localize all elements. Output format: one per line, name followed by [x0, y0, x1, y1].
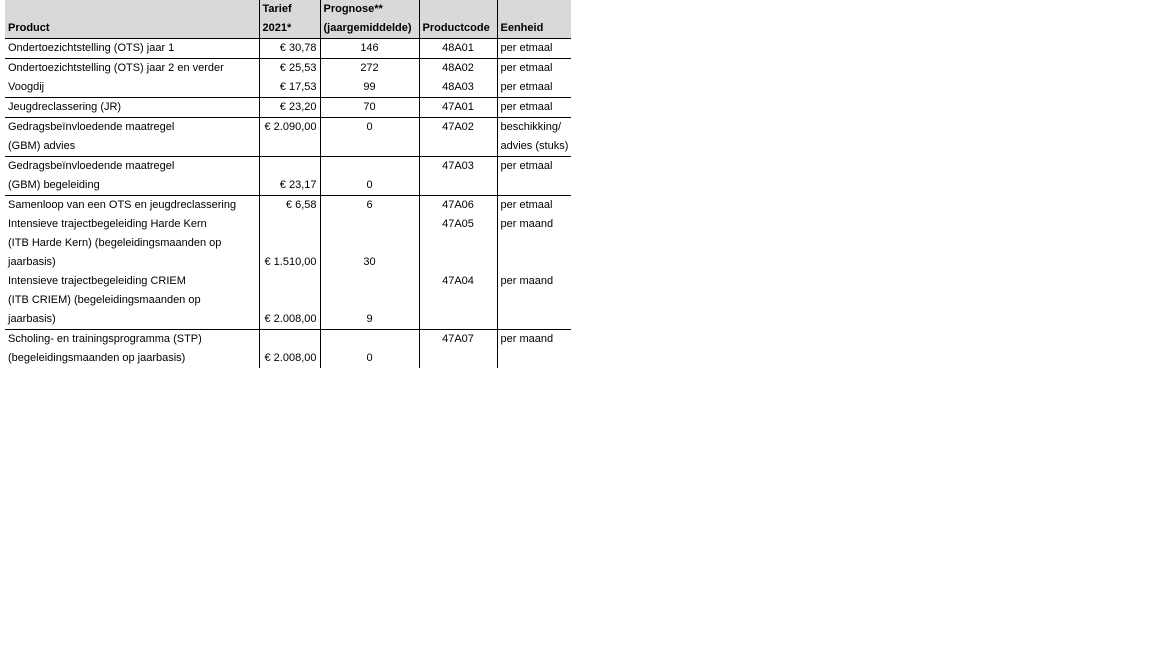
- cell-tarief: € 30,78: [259, 39, 320, 59]
- header-prognose-line1: Prognose**: [320, 0, 419, 19]
- header-row-1: [5, 0, 571, 19]
- cell-productcode: [419, 234, 497, 253]
- cell-tarief: [259, 234, 320, 253]
- cell-prognose: 70: [320, 98, 419, 118]
- cell-prognose: 9: [320, 310, 419, 330]
- cell-product: Gedragsbeïnvloedende maatregel: [5, 157, 259, 177]
- cell-prognose: 0: [320, 118, 419, 138]
- table-row: [5, 234, 571, 253]
- cell-product: Voogdij: [8, 81, 45, 93]
- table-row: [5, 118, 571, 138]
- cell-eenheid: [497, 176, 571, 196]
- cell-productcode: 48A02: [419, 59, 497, 79]
- cell-product: (begeleidingsmaanden op jaarbasis): [8, 352, 186, 364]
- table-row: [5, 349, 571, 368]
- cell-tarief: € 23,17: [259, 176, 320, 196]
- cell-product: (ITB Harde Kern) (begeleidingsmaanden op: [8, 237, 222, 249]
- cell-eenheid: per etmaal: [497, 78, 571, 98]
- table-row: [5, 215, 571, 234]
- cell-prognose: [320, 215, 419, 234]
- table-row: [5, 196, 571, 216]
- cell-product: Scholing- en trainingsprogramma (STP): [5, 330, 259, 350]
- header-tarief-line2: 2021*: [259, 19, 320, 39]
- cell-prognose: [320, 330, 419, 350]
- cell-eenheid: per etmaal: [497, 98, 571, 118]
- cell-tarief: [259, 157, 320, 177]
- header-eenheid: Eenheid: [497, 19, 571, 39]
- cell-eenheid: per maand: [497, 215, 571, 234]
- cell-eenheid: per etmaal: [497, 39, 571, 59]
- cell-product: Jeugdreclassering (JR): [5, 98, 259, 118]
- cell-prognose: [320, 291, 419, 310]
- header-product: Product: [5, 19, 259, 39]
- cell-product: Intensieve trajectbegeleiding CRIEM: [8, 275, 186, 287]
- cell-eenheid: [497, 234, 571, 253]
- cell-productcode: [419, 137, 497, 157]
- cell-eenheid: per etmaal: [497, 157, 571, 177]
- cell-product: Ondertoezichtstelling (OTS) jaar 1: [5, 39, 259, 59]
- cell-product: Ondertoezichtstelling (OTS) jaar 2 en verder: [5, 59, 259, 79]
- tarief-table: [5, 0, 571, 368]
- cell-productcode: 47A04: [419, 272, 497, 291]
- cell-tarief: € 2.008,00: [259, 310, 320, 330]
- cell-tarief: [259, 137, 320, 157]
- cell-prognose: [320, 137, 419, 157]
- cell-eenheid: [497, 310, 571, 330]
- cell-prognose: 272: [320, 59, 419, 79]
- cell-eenheid: [497, 349, 571, 368]
- cell-prognose: [320, 157, 419, 177]
- cell-productcode: [419, 310, 497, 330]
- table-row: [5, 137, 571, 157]
- cell-prognose: 6: [320, 196, 419, 216]
- cell-tarief: [259, 272, 320, 291]
- cell-product: Samenloop van een OTS en jeugdreclassering: [5, 196, 259, 216]
- table-row: [5, 98, 571, 118]
- table-row: [5, 330, 571, 350]
- cell-productcode: 48A03: [419, 78, 497, 98]
- table-row: [5, 157, 571, 177]
- table-row: [5, 272, 571, 291]
- cell-eenheid: [497, 253, 571, 272]
- cell-productcode: [419, 253, 497, 272]
- cell-prognose: 99: [320, 78, 419, 98]
- header-row-2: [5, 19, 571, 39]
- cell-eenheid: per etmaal: [497, 59, 571, 79]
- header-tarief-line1: Tarief: [259, 0, 320, 19]
- cell-product: jaarbasis): [8, 313, 56, 325]
- cell-eenheid: [497, 291, 571, 310]
- cell-tarief: € 6,58: [259, 196, 320, 216]
- cell-product: Gedragsbeïnvloedende maatregel: [5, 118, 259, 138]
- cell-productcode: [419, 176, 497, 196]
- cell-eenheid: per maand: [497, 272, 571, 291]
- cell-tarief: [259, 291, 320, 310]
- header-eenheid-spacer: [497, 0, 571, 19]
- cell-prognose: 30: [320, 253, 419, 272]
- cell-eenheid: per etmaal: [497, 196, 571, 216]
- cell-productcode: 47A06: [419, 196, 497, 216]
- cell-product: (ITB CRIEM) (begeleidingsmaanden op: [8, 294, 201, 306]
- cell-prognose: 146: [320, 39, 419, 59]
- header-prognose-line2: (jaargemiddelde): [320, 19, 419, 39]
- cell-tarief: € 2.008,00: [259, 349, 320, 368]
- cell-eenheid: advies (stuks): [497, 137, 571, 157]
- cell-productcode: 47A03: [419, 157, 497, 177]
- cell-product: Intensieve trajectbegeleiding Harde Kern: [8, 218, 207, 230]
- cell-productcode: [419, 349, 497, 368]
- cell-productcode: 47A02: [419, 118, 497, 138]
- header-productcode: Productcode: [419, 19, 497, 39]
- cell-productcode: 47A07: [419, 330, 497, 350]
- table-row: [5, 310, 571, 330]
- cell-eenheid: beschikking/: [497, 118, 571, 138]
- cell-productcode: 47A05: [419, 215, 497, 234]
- cell-productcode: [419, 291, 497, 310]
- cell-tarief: [259, 330, 320, 350]
- table-row: [5, 291, 571, 310]
- cell-eenheid: per maand: [497, 330, 571, 350]
- cell-productcode: 47A01: [419, 98, 497, 118]
- cell-product: (GBM) advies: [8, 140, 76, 152]
- cell-tarief: € 2.090,00: [259, 118, 320, 138]
- cell-tarief: € 23,20: [259, 98, 320, 118]
- cell-product: (GBM) begeleiding: [8, 179, 100, 191]
- cell-tarief: € 25,53: [259, 59, 320, 79]
- cell-prognose: 0: [320, 349, 419, 368]
- cell-productcode: 48A01: [419, 39, 497, 59]
- table-row: [5, 176, 571, 196]
- table-row: [5, 253, 571, 272]
- header-code-spacer: [419, 0, 497, 19]
- cell-tarief: [259, 215, 320, 234]
- cell-product: jaarbasis): [8, 256, 56, 268]
- cell-prognose: [320, 272, 419, 291]
- table-body: [5, 0, 571, 368]
- cell-tarief: € 17,53: [259, 78, 320, 98]
- header-product-spacer: [5, 0, 259, 19]
- table-row: [5, 78, 571, 98]
- table-row: [5, 39, 571, 59]
- cell-prognose: [320, 234, 419, 253]
- cell-prognose: 0: [320, 176, 419, 196]
- table-row: [5, 59, 571, 79]
- cell-tarief: € 1.510,00: [259, 253, 320, 272]
